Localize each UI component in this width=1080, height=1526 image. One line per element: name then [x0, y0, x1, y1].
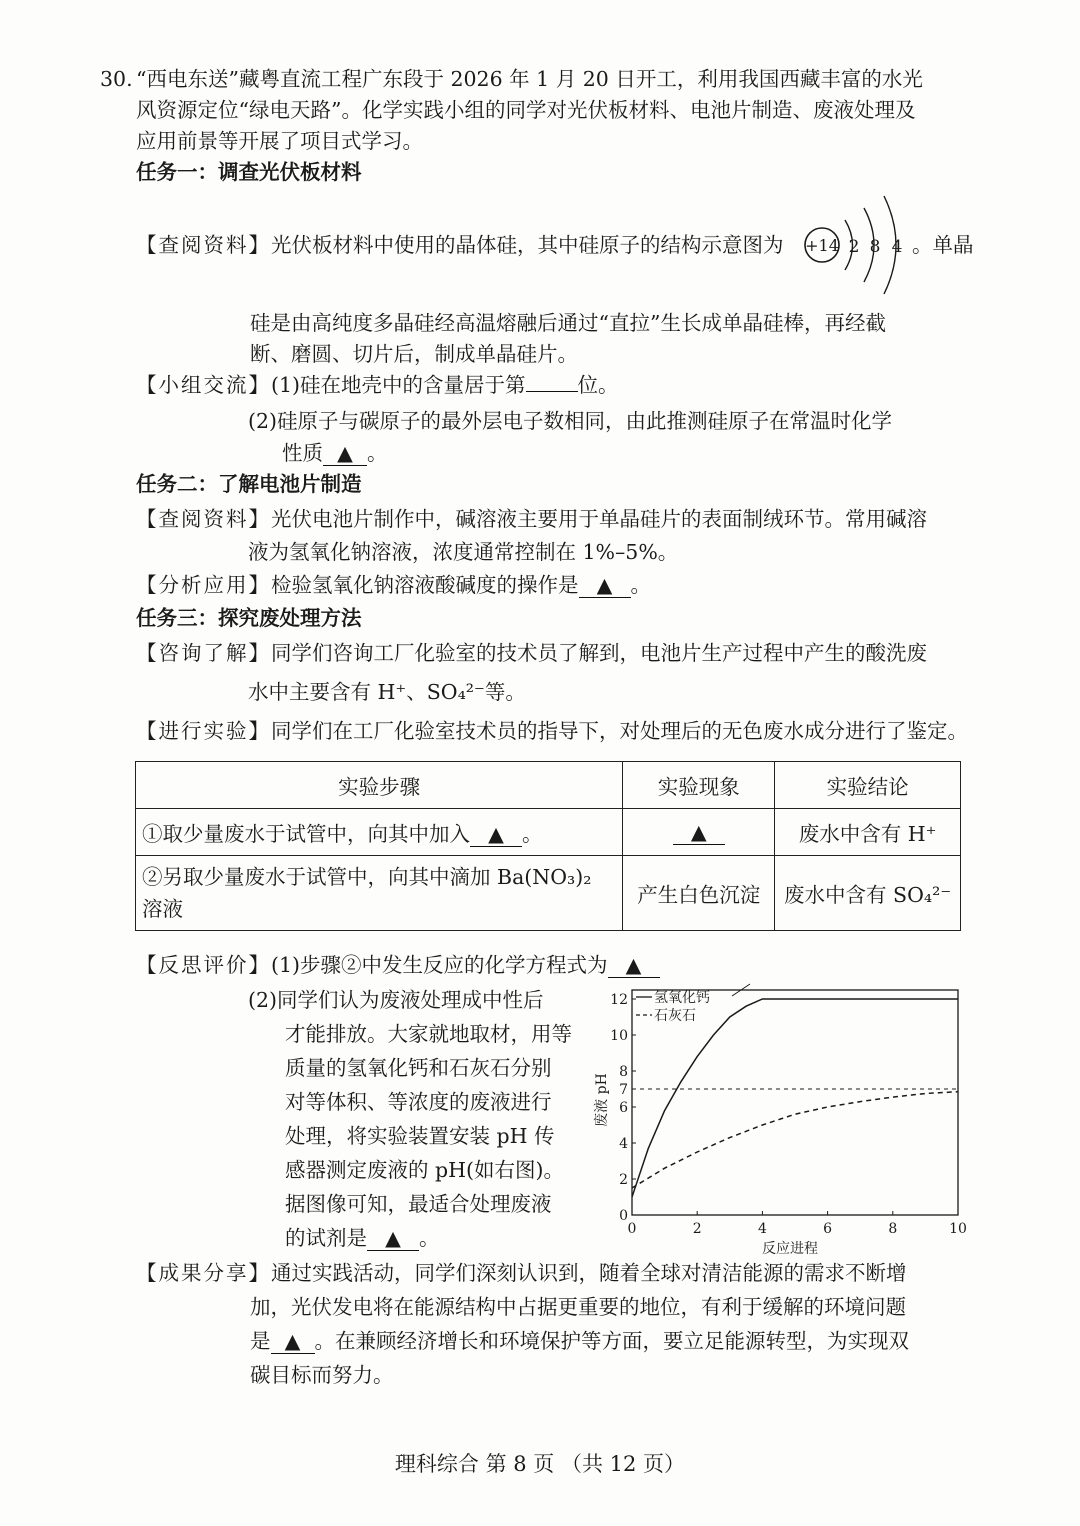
y-tick-label: 7: [619, 1082, 628, 1098]
reflect-q2-line-3: 质量的氢氧化钙和石灰石分别: [285, 1056, 552, 1080]
y-tick-label: 8: [619, 1064, 628, 1080]
y-tick-label: 2: [619, 1172, 628, 1188]
consult-line-1: 【咨询了解】同学们咨询工厂化验室的技术员了解到，电池片生产过程中产生的酸洗废: [136, 641, 927, 665]
y-tick-label: 10: [610, 1028, 628, 1044]
answer-blank-phenomenon[interactable]: ▲: [673, 820, 725, 845]
ref-line-2: 断、磨圆、切片后，制成单晶硅片。: [250, 342, 578, 366]
answer-blank-environment-issue[interactable]: ▲: [271, 1329, 315, 1354]
group-q2-line-2: 性质 ▲ 。: [282, 441, 388, 465]
answer-blank-rank[interactable]: [526, 391, 578, 392]
series-line-limestone: [632, 1092, 958, 1188]
intro-line-1: “西电东送”藏粤直流工程广东段于 2026 年 1 月 20 日开工，利用我国西藏丰富的水光: [136, 67, 923, 91]
ph-chart: [590, 980, 980, 1260]
row2-conclusion: 废水中含有 SO₄²⁻: [775, 856, 961, 931]
header-phenomenon: 实验现象: [623, 762, 775, 809]
task2-title: 任务二：了解电池片制造: [136, 472, 362, 496]
question-number: 30.: [100, 67, 133, 91]
row2-phenomenon: 产生白色沉淀: [623, 856, 775, 931]
header-conclusion: 实验结论: [775, 762, 961, 809]
consult-line-2: 水中主要含有 H⁺、SO₄²⁻等。: [248, 680, 526, 704]
y-tick-label: 4: [619, 1136, 628, 1152]
ref-tag: 【查阅资料】: [136, 233, 271, 257]
legend-entry: 石灰石: [654, 1008, 696, 1024]
reflect-q2-line-1: (2)同学们认为废液处理成中性后: [248, 988, 544, 1012]
nucleus-charge: +14: [805, 236, 839, 255]
shell-3-electrons: 4: [891, 237, 903, 257]
chart-marks: [632, 984, 958, 1197]
reflect-q2-line-7: 据图像可知，最适合处理废液: [285, 1192, 552, 1216]
task2-apply-line: 【分析应用】检验氢氧化钠溶液酸碱度的操作是 ▲ 。: [136, 573, 651, 597]
group-tag: 【小组交流】: [136, 373, 271, 397]
row1-phenomenon: [623, 809, 775, 856]
group-q1-end: 位。: [577, 373, 619, 397]
row1-conclusion: 废水中含有 H⁺: [775, 809, 961, 856]
chart-x-axis-label: 反应进程: [762, 1241, 818, 1257]
y-tick-label: 6: [619, 1100, 628, 1116]
share-line-1: 【成果分享】通过实践活动，同学们深刻认识到，随着全球对清洁能源的需求不断增: [136, 1261, 907, 1285]
chart-y-axis-label: 废液 pH: [594, 1073, 610, 1127]
share-line-4: 碳目标而努力。: [250, 1363, 394, 1387]
share-line-2: 加，光伏发电将在能源结构中占据更重要的地位，有利于缓解的环境问题: [250, 1295, 906, 1319]
shell-2-electrons: 8: [869, 237, 881, 257]
exp-line: 【进行实验】同学们在工厂化验室技术员的指导下，对处理后的无色废水成分进行了鉴定。: [136, 719, 968, 743]
x-tick-label: 8: [888, 1221, 898, 1237]
silicon-atom-diagram: [800, 188, 918, 300]
answer-blank-equation[interactable]: ▲: [608, 953, 660, 978]
task3-title: 任务三：探究废处理方法: [136, 606, 362, 630]
x-tick-label: 10: [949, 1221, 967, 1237]
row1-step: ①取少量废水于试管中，向其中加入 ▲ 。: [136, 809, 623, 856]
reflect-q2-line-8: 的试剂是 ▲ 。: [285, 1226, 440, 1250]
answer-blank-ph-test[interactable]: ▲: [579, 573, 631, 598]
table-row: [136, 809, 961, 856]
legend-entry: 氢氧化钙: [654, 990, 710, 1006]
group-q1-text: (1)硅在地壳中的含量居于第: [271, 373, 526, 397]
task2-ref-line-2: 液为氢氧化钠溶液，浓度通常控制在 1%–5%。: [248, 540, 679, 564]
row2-step: ②另取少量废水于试管中，向其中滴加 Ba(NO₃)₂ 溶液: [136, 856, 623, 931]
x-tick-label: 0: [627, 1221, 637, 1237]
reflect-q2-line-2: 才能排放。大家就地取材，用等: [285, 1022, 572, 1046]
answer-blank-reagent[interactable]: ▲: [470, 822, 522, 847]
group-q1-line: [136, 370, 619, 400]
reflect-q2-line-5: 处理，将实验装置安装 pH 传: [285, 1124, 555, 1148]
series-line-calcium-hydroxide: [632, 999, 958, 1197]
task2-ref-line-1: 【查阅资料】光伏电池片制作中，碱溶液主要用于单晶硅片的表面制绒环节。常用碱溶: [136, 507, 927, 531]
x-tick-label: 4: [757, 1221, 767, 1237]
ref-text: 光伏板材料中使用的晶体硅，其中硅原子的结构示意图为: [271, 233, 784, 257]
table-row: [136, 856, 961, 931]
group-q2-line-1: (2)硅原子与碳原子的最外层电子数相同，由此推测硅原子在常温时化学: [248, 409, 893, 433]
intro-line-2: 风资源定位“绿电天路”。化学实践小组的同学对光伏板材料、电池片制造、废液处理及: [136, 98, 916, 122]
shell-1-electrons: 2: [848, 237, 860, 257]
ref-text-after: 。单晶: [912, 233, 974, 257]
intro-line-3: 应用前景等开展了项目式学习。: [136, 129, 423, 153]
reflect-q2-line-4: 对等体积、等浓度的废液进行: [285, 1090, 552, 1114]
reflect-q1-line: 【反思评价】(1)步骤②中发生反应的化学方程式为 ▲: [136, 950, 660, 980]
header-step: 实验步骤: [136, 762, 623, 809]
task1-ref-line: [136, 230, 784, 260]
x-tick-label: 6: [823, 1221, 833, 1237]
share-line-3: 是 ▲ 。在兼顾经济增长和环境保护等方面，要立足能源转型，为实现双: [250, 1329, 909, 1353]
task1-title: 任务一：调查光伏板材料: [136, 160, 362, 184]
table-header-row: [136, 762, 961, 809]
x-tick-label: 2: [692, 1221, 702, 1237]
answer-blank-best-reagent[interactable]: ▲: [367, 1226, 419, 1251]
answer-blank-chemical-property[interactable]: ▲: [323, 441, 367, 466]
y-tick-label: 0: [619, 1208, 628, 1224]
y-tick-label: 12: [610, 992, 628, 1008]
reflect-q2-line-6: 感器测定废液的 pH(如右图)。: [285, 1158, 565, 1182]
page-footer: 理科综合 第 8 页 （共 12 页）: [394, 1452, 686, 1476]
experiment-table: [135, 761, 961, 931]
ref-line-1: 硅是由高纯度多晶硅经高温熔融后通过“直拉”生长成单晶硅棒，再经截: [250, 311, 886, 335]
